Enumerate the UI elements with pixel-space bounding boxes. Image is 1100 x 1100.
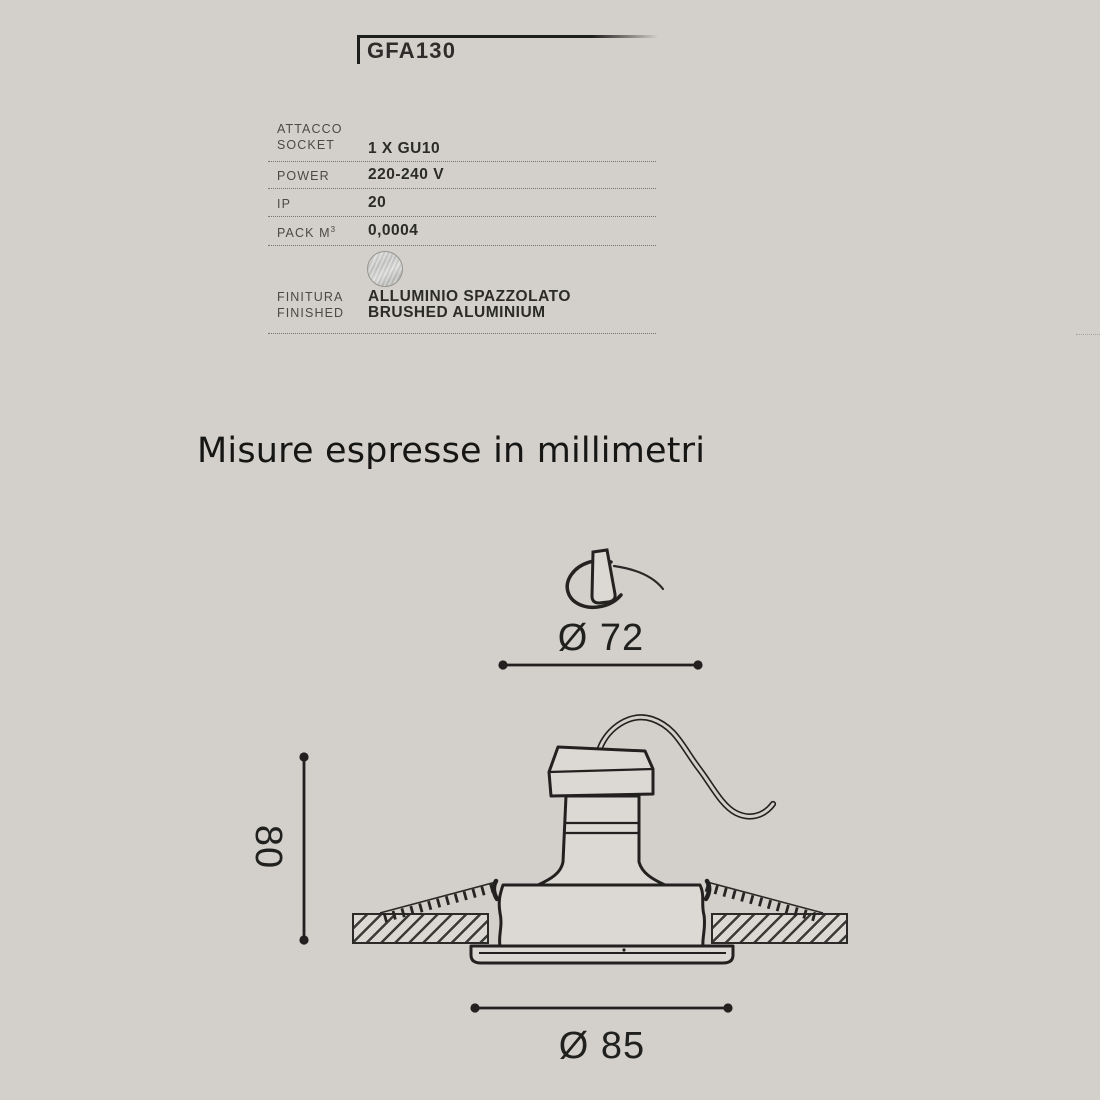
spotlight-thumbnail-icon [567,550,663,607]
spring-clip-left [380,881,497,918]
product-model: GFA130 [367,38,457,63]
measures-note: Misure espresse in millimetri [197,431,706,471]
recessed-can-body [499,885,704,946]
spring-clip-right [706,881,823,918]
pack-label-text: PACK M [277,226,331,241]
dimension-diameter-top-text: Ø 72 [557,617,645,659]
finish-label-en: FINISHED [277,306,345,320]
pack-value: 0,0004 [368,222,419,239]
ip-value: 20 [368,194,387,211]
dimension-height-text: 80 [247,824,289,870]
lamp-body [538,796,665,885]
pack-label-sup: 3 [330,225,337,234]
socket-label-en: SOCKET [277,138,335,152]
socket-value: 1 X GU10 [368,140,441,157]
finish-label-it: FINITURA [277,290,344,304]
dimension-height [247,752,309,944]
socket-label-it: ATTACCO [277,122,343,136]
power-label: POWER [277,169,330,183]
trim-ring [471,946,733,963]
power-value: 220-240 V [368,166,445,183]
finish-value-en: BRUSHED ALUMINIUM [368,304,546,321]
dimension-diameter-bottom [470,1003,732,1067]
ip-label: IP [277,197,292,211]
lamp-socket-cap [549,747,653,796]
finish-value-it: ALLUMINIO SPAZZOLATO [368,288,571,305]
dimension-diameter-bottom-text: Ø 85 [558,1025,646,1067]
dimension-diameter-top [498,617,702,670]
